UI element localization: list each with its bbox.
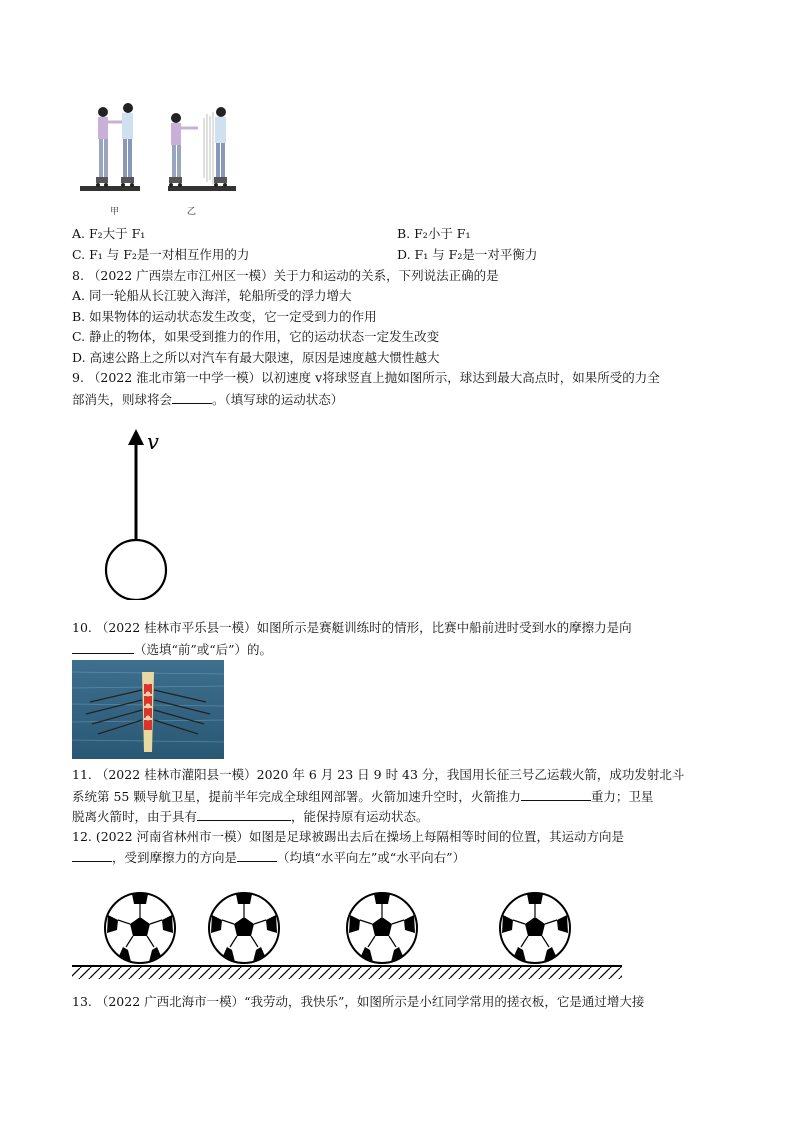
q10-text-post: （选填“前”或“后”）的。 bbox=[134, 642, 273, 657]
q11-answer-blank-2[interactable] bbox=[197, 808, 291, 821]
q7-option-d: D. F₁ 与 F₂是一对平衡力 bbox=[397, 247, 538, 262]
q12-line-1: 12. (2022 河南省林州市一模）如图是足球被踢出去后在操场上每隔相等时间的位置，其运动方向是 bbox=[72, 829, 625, 844]
soccer-ball-2 bbox=[209, 893, 279, 963]
q10-line-1: 10. （2022 桂林市平乐县一模）如图所示是赛艇训练时的情形，比赛中船前进时受到水的摩擦力是向 bbox=[72, 620, 632, 635]
q9-text-pre: 部消失，则球将会 bbox=[72, 392, 173, 407]
q11-text-pre: 系统第 55 颗导航卫星，提前半年完成全球组网部署。火箭加速升空时，火箭推力 bbox=[72, 789, 521, 804]
q9-answer-blank[interactable] bbox=[172, 391, 212, 404]
q8-option-b: B. 如果物体的运动状态发生改变，它一定受到力的作用 bbox=[72, 309, 377, 324]
q9-line-2 bbox=[72, 391, 343, 408]
ground-hatch bbox=[72, 967, 622, 979]
q8-option-d: D. 高速公路上之所以对汽车有最大限速，原因是速度越大惯性越大 bbox=[72, 350, 440, 365]
q8-stem: 8. （2022 广西崇左市江州区一模）关于力和运动的关系，下列说法正确的是 bbox=[72, 268, 499, 283]
q10-line-2 bbox=[72, 641, 272, 658]
q8-option-a: A. 同一轮船从长江驶入海洋，轮船所受的浮力增大 bbox=[72, 288, 352, 303]
q7-option-b: B. F₂小于 F₁ bbox=[397, 226, 471, 241]
q7-option-a: A. F₂大于 F₁ bbox=[72, 226, 146, 241]
q9-line-1: 9. （2022 淮北市第一中学一模）以初速度 v将球竖直上抛如图所示，球达到最大高点时，如果所受的力全 bbox=[72, 370, 660, 385]
q11-answer-blank-1[interactable] bbox=[521, 788, 591, 801]
q8-option-c: C. 静止的物体，如果受到推力的作用，它的运动状态一定发生改变 bbox=[72, 329, 440, 344]
rowing-photo bbox=[72, 660, 224, 759]
q12-text-mid: ，受到摩擦力的方向是 bbox=[112, 850, 238, 865]
q9-text-post: 。（填写球的运动状态） bbox=[212, 392, 344, 407]
q11-line-3 bbox=[72, 808, 429, 825]
q7-option-c: C. F₁ 与 F₂是一对相互作用的力 bbox=[72, 247, 250, 262]
q12-text-post: （均填“水平向左”或“水平向右”） bbox=[277, 850, 466, 865]
q10-answer-blank[interactable] bbox=[72, 641, 134, 654]
velocity-label: v bbox=[147, 430, 159, 454]
q12-answer-blank-1[interactable] bbox=[72, 849, 112, 862]
q12-answer-blank-2[interactable] bbox=[237, 849, 277, 862]
skater-pair-b bbox=[168, 107, 236, 191]
figure-label-b: 乙 bbox=[187, 207, 197, 217]
skater-pair-a bbox=[80, 103, 140, 191]
q11-line-1: 11. （2022 桂林市灌阳县一模）2020 年 6 月 23 日 9 时 43 分，我国用长征三号乙运载火箭，成功发射北斗 bbox=[72, 767, 685, 782]
soccer-ball-3 bbox=[347, 893, 417, 963]
q11-text-post-2: ，能保持原有运动状态。 bbox=[291, 809, 429, 824]
skaters-figure bbox=[76, 98, 241, 218]
figure-label-a: 甲 bbox=[110, 207, 120, 217]
q11-text-mid: 重力；卫星 bbox=[590, 789, 654, 804]
ball-velocity-figure bbox=[96, 425, 186, 600]
q11-text-pre-2: 脱离火箭时，由于具有 bbox=[72, 809, 198, 824]
soccer-balls-figure bbox=[70, 888, 625, 983]
q11-line-2 bbox=[72, 788, 653, 805]
soccer-ball-4 bbox=[500, 893, 570, 963]
q12-line-2 bbox=[72, 849, 465, 866]
q13-line-1: 13. （2022 广西北海市一模）“我劳动，我快乐”，如图所示是小红同学常用的搓衣板，它是通过增大接 bbox=[72, 994, 645, 1009]
velocity-arrowhead bbox=[128, 429, 144, 445]
soccer-ball-1 bbox=[105, 893, 175, 963]
ball-circle bbox=[106, 540, 166, 600]
